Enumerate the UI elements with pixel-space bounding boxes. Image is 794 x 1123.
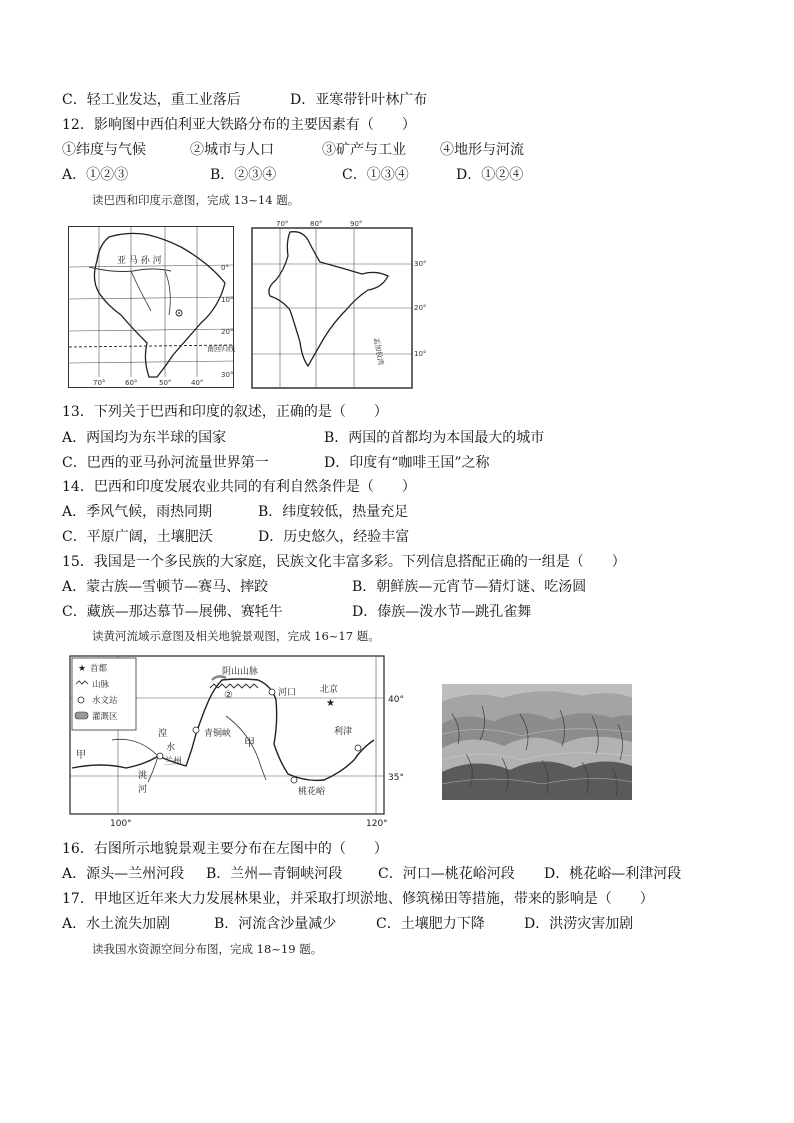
india-lon-label: 80° — [310, 220, 323, 228]
india-lat-label: 10° — [414, 350, 427, 358]
q17-option-a: A．水土流失加剧 — [62, 916, 171, 932]
tropic-label: 南回归线 — [207, 345, 235, 353]
q12-option-b: B．②③④ — [210, 167, 277, 183]
brazil-lon-label: 70° — [93, 379, 106, 387]
q13-option-c: C．巴西的亚马孙河流量世界第一 — [62, 455, 269, 471]
amazon-river-label: 亚 马 孙 河 — [117, 256, 162, 266]
q17-option-b: B．河流含沙量减少 — [214, 916, 337, 932]
q13-option-d: D．印度有“咖啡王国”之称 — [324, 455, 490, 471]
q13-option-a: A．两国均为东半球的国家 — [62, 430, 227, 446]
legend-irrigation: 灌溉区 — [92, 712, 118, 722]
india-map — [250, 218, 427, 390]
q14-option-b: B．纬度较低，热量充足 — [258, 504, 409, 520]
q17-option-c: C．土壤肥力下降 — [376, 916, 485, 932]
brazil-lon-label: 40° — [191, 379, 204, 387]
num-2-label: ② — [224, 690, 233, 701]
q16-option-c: C．河口—桃花峪河段 — [378, 866, 515, 882]
q16-option-d: D．桃花峪—利津河段 — [544, 866, 682, 882]
q16-option-b: B．兰州—青铜峡河段 — [206, 866, 343, 882]
qingtongxia-label: 青铜峡 — [204, 729, 232, 739]
instruction-18-19: 读我国水资源空间分布图，完成 18~19 题。 — [92, 942, 323, 956]
lat-35-label: 35° — [388, 773, 404, 783]
india-lon-label: 70° — [276, 220, 289, 228]
q15-option-c: C．藏族—那达慕节—展佛、赛牦牛 — [62, 604, 283, 620]
q14-option-a: A．季风气候，雨热同期 — [62, 504, 213, 520]
lon-120-label: 120° — [366, 819, 388, 829]
capital-icon: ★ — [78, 664, 87, 674]
beijing-label: 北京 — [320, 685, 339, 695]
q15-option-b: B．朝鲜族—元宵节—猜灯谜、吃汤圆 — [352, 579, 587, 595]
lat-40-label: 40° — [388, 695, 404, 705]
q15-option-a: A．蒙古族—雪顿节—赛马、摔跤 — [62, 579, 269, 595]
yellow-river-map — [62, 652, 402, 828]
tao-he-char-1: 洮 — [138, 771, 148, 781]
q12-option-a: A．①②③ — [62, 167, 129, 183]
lijin-label: 利津 — [334, 727, 353, 737]
india-lon-label: 90° — [350, 220, 363, 228]
q16-option-a: A．源头—兰州河段 — [62, 866, 185, 882]
brazil-lat-label: 30° — [221, 371, 234, 379]
q17-option-d: D．洪涝灾害加剧 — [524, 916, 634, 932]
q12-stem: 12．影响图中西伯利亚大铁路分布的主要因素有（ ） — [62, 117, 416, 133]
instruction-13-14: 读巴西和印度示意图，完成 13~14 题。 — [92, 193, 300, 207]
q12-option-d: D．①②④ — [456, 167, 524, 183]
tao-he-char-2: 河 — [138, 785, 148, 795]
yinshan-label: 阴山山脉 — [222, 667, 259, 677]
huang-shui-char-1: 湟 — [158, 729, 168, 739]
q12-factor-4: ④地形与河流 — [440, 142, 524, 158]
brazil-lat-label: 20° — [221, 328, 234, 336]
bay-of-bengal-label: 孟加拉湾 — [372, 336, 385, 366]
lon-100-label: 100° — [110, 819, 132, 829]
landform-photo — [442, 684, 632, 800]
india-lat-label: 30° — [414, 260, 427, 268]
q16-stem: 16．右图所示地貌景观主要分布在左图中的（ ） — [62, 841, 388, 857]
brazil-map — [68, 226, 234, 388]
legend-hydro-station: 水文站 — [92, 696, 118, 706]
q15-stem: 15．我国是一个多民族的大家庭，民族文化丰富多彩。下列信息搭配正确的一组是（ ） — [62, 554, 626, 570]
q14-option-d: D．历史悠久，经验丰富 — [258, 529, 410, 545]
lanzhou-label: 兰州 — [164, 757, 183, 767]
instruction-16-17: 读黄河流域示意图及相关地貌景观图，完成 16~17 题。 — [92, 629, 380, 643]
q12-option-c: C．①③④ — [342, 167, 409, 183]
brazil-lat-label: 10° — [221, 296, 234, 304]
q12-factor-1: ①纬度与气候 — [62, 142, 146, 158]
legend-capital: 首都 — [90, 664, 108, 674]
q12-factor-2: ②城市与人口 — [190, 142, 274, 158]
brazil-lat-label: 0° — [221, 264, 229, 272]
huang-shui-char-2: 水 — [166, 743, 176, 753]
taohuayu-label: 桃花峪 — [298, 787, 326, 797]
q11-option-d: D．亚寒带针叶林广布 — [290, 92, 428, 108]
q15-option-d: D．傣族—泼水节—跳孔雀舞 — [352, 604, 532, 620]
irrigation-icon — [75, 712, 88, 719]
brazil-lon-label: 60° — [125, 379, 138, 387]
q11-option-c: C．轻工业发达，重工业落后 — [62, 92, 241, 108]
beijing-star-icon: ★ — [326, 698, 335, 709]
q13-stem: 13．下列关于巴西和印度的叙述，正确的是（ ） — [62, 404, 388, 420]
q14-stem: 14．巴西和印度发展农业共同的有利自然条件是（ ） — [62, 479, 416, 495]
india-lat-label: 20° — [414, 304, 427, 312]
q13-option-b: B．两国的首都均为本国最大的城市 — [324, 430, 545, 446]
legend-mountain: 山脉 — [92, 680, 110, 690]
q14-option-c: C．平原广阔，土壤肥沃 — [62, 529, 213, 545]
jia-mid-label: 甲 — [244, 736, 255, 749]
brazil-lon-label: 50° — [159, 379, 172, 387]
q17-stem: 17．甲地区近年来大力发展林果业，并采取打坝淤地、修筑梯田等措施，带来的影响是（ ） — [62, 891, 654, 907]
q12-factor-3: ③矿产与工业 — [322, 142, 406, 158]
hydro-station-icon — [78, 697, 84, 703]
jia-left-label: 甲 — [76, 750, 86, 761]
hekou-label: 河口 — [278, 688, 297, 698]
